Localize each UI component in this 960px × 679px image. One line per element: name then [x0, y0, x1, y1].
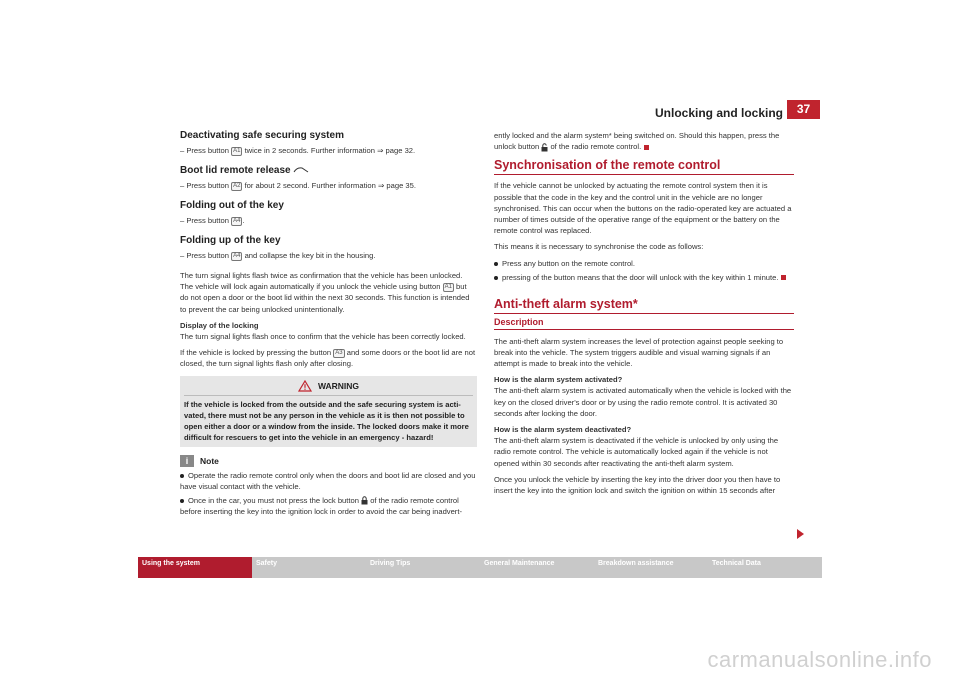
alarm-question: How is the alarm system deactivated? — [494, 425, 632, 435]
deactivate-step — [180, 145, 477, 156]
bullet-text: of the radio remote control before inserting the key into the ignition lock in order to avoid the car being inadvert- — [180, 495, 462, 516]
button-badge: A4 — [233, 252, 241, 259]
tab-safety[interactable]: Safety — [252, 557, 366, 578]
continue-arrow-icon — [797, 529, 804, 539]
display-heading: Display of the locking — [180, 320, 259, 330]
tab-general-maintenance[interactable]: General Maintenance — [480, 557, 594, 578]
fold-up-heading: Folding up of the key — [180, 235, 281, 246]
bullet-dot-icon — [494, 276, 498, 280]
step-text: – Press button — [180, 181, 229, 190]
page-header-title: Unlocking and locking — [654, 106, 783, 120]
footer-nav — [138, 557, 822, 578]
watermark: carmanualsonline.info — [707, 647, 932, 672]
step-text: – Press button — [180, 251, 229, 260]
tab-breakdown-assistance[interactable]: Breakdown assistance — [594, 557, 708, 578]
page-number: 37 — [787, 100, 820, 119]
alarm-answer: The anti-theft alarm system is deactivated if the vehicle is unlocked by only using the radio remote control. The vehicle is automatically locked again if the vehicle is not opened within 30 seconds after reactivating the anti-theft alarm system. — [494, 436, 779, 468]
bullet-dot-icon — [180, 499, 184, 503]
button-badge: A3 — [335, 349, 343, 356]
bullet-dot-icon — [180, 474, 184, 478]
step-text: – Press button — [180, 216, 229, 225]
note-bullet — [180, 495, 477, 517]
unlock-icon — [541, 143, 548, 152]
button-badge: A1 — [233, 147, 241, 154]
note-header — [180, 455, 477, 467]
alarm-subheading: Description — [494, 317, 794, 330]
step-text: – Press button — [180, 146, 229, 155]
sync-bullet — [494, 272, 794, 283]
sync-paragraph: This means it is necessary to synchronise the code as follows: — [494, 242, 704, 252]
warning-header — [184, 380, 473, 396]
sync-paragraph: If the vehicle cannot be unlocked by actuating the remote control system then it is possible that the code in the key and the control unit in the vehicle are no longer synchronised. This can occur when the buttons on the radio-operated key are actuated a number of times outside of the operative range of the equipment or the battery on the remote control was replaced. — [494, 181, 792, 236]
bullet-dot-icon — [494, 262, 498, 266]
alarm-question: How is the alarm system activated? — [494, 375, 623, 385]
step-text: twice in 2 seconds. Further information ⇒ page 32. — [244, 146, 416, 155]
para-text: but do not open a door or the boot lid within the next 30 seconds. This function is intended to prevent the car being unlocked unintentionally. — [180, 282, 470, 314]
note-bullet — [180, 470, 477, 492]
warning-box — [180, 376, 477, 447]
alarm-heading: Anti-theft alarm system* — [494, 297, 794, 314]
para-text: and some doors or the boot lid are not closed, the turn signal lights flash only after closing. — [180, 348, 476, 369]
bullet-text: Once in the car, you must not press the lock button — [188, 495, 359, 505]
display-section — [180, 320, 477, 342]
bullet-text: pressing of the button means that the door will unlock with the key within 1 minute. — [502, 272, 779, 282]
note-info-icon: i — [180, 455, 194, 467]
sync-bullet — [494, 258, 794, 269]
lock-icon — [361, 496, 368, 505]
sync-heading: Synchronisation of the remote control — [494, 158, 794, 175]
sync-section — [494, 158, 794, 282]
bullet-text: Press any button on the remote control. — [502, 258, 635, 268]
button-badge: A1 — [444, 283, 452, 290]
fold-up-step — [180, 250, 477, 261]
deactivate-heading: Deactivating safe securing system — [180, 130, 344, 141]
right-column — [494, 130, 794, 501]
bullet-text: Operate the radio remote control only when the doors and boot lid are closed and you have visual contact with the vehicle. — [180, 470, 476, 491]
tab-using-the-system[interactable]: Using the system — [138, 557, 252, 578]
alarm-answer: The anti-theft alarm system is activated automatically when the vehicle is locked with the key on the closed driver's door or by using the radio remote control. It is activated 30 seconds after locking the door. — [494, 386, 792, 418]
para-text: The turn signal lights flash once to confirm that the vehicle has been correctly locked. — [180, 332, 466, 342]
alarm-paragraph: Once you unlock the vehicle by inserting the key into the driver door you then have to insert the key into the ignition lock and switch the ignition on within 15 seconds after — [494, 474, 781, 496]
tab-technical-data[interactable]: Technical Data — [708, 557, 822, 578]
para-text: ently locked and the alarm system* being switched on. Should this happen, press the unlock button — [494, 131, 780, 152]
note-title: Note — [200, 455, 219, 466]
end-of-section-icon — [644, 145, 649, 150]
unlock-paragraph — [180, 270, 477, 315]
end-of-section-icon — [781, 275, 786, 280]
button-badge: A4 — [233, 217, 241, 224]
boot-step — [180, 180, 477, 191]
fold-out-step — [180, 215, 477, 226]
warning-title: WARNING — [317, 380, 360, 391]
step-text: and collapse the key bit in the housing. — [244, 251, 376, 260]
fold-out-heading: Folding out of the key — [180, 200, 284, 211]
alarm-qa — [494, 374, 794, 419]
boot-heading-text: Boot lid remote release — [180, 165, 291, 176]
car-boot-icon — [293, 166, 309, 174]
step-text: for about 2 second. Further information ⇒ page 35. — [244, 181, 416, 190]
lock-paragraph — [180, 347, 477, 369]
alarm-qa — [494, 424, 794, 469]
button-badge: A2 — [233, 182, 241, 189]
warning-triangle-icon — [298, 380, 312, 392]
alarm-section — [494, 297, 794, 497]
boot-heading — [180, 165, 477, 176]
step-text: . — [242, 216, 245, 225]
left-column — [180, 130, 477, 520]
warning-text: If the vehicle is locked from the outside and the safe securing system is acti-vated, there must not be any person in the vehicle as it is then not possible to open either a door or a window from the inside. The locked doors make it more difficult for rescuers to get into the vehicle in an emergency - hazard! — [184, 399, 469, 442]
para-text: If the vehicle is locked by pressing the button — [180, 348, 332, 358]
para-text: of the radio remote control. — [550, 142, 642, 152]
continued-paragraph — [494, 130, 794, 152]
tab-driving-tips[interactable]: Driving Tips — [366, 557, 480, 578]
para-text: The turn signal lights flash twice as confirmation that the vehicle has been unlocked. The vehicle will lock again automatically if you unlock the vehicle using button — [180, 271, 463, 292]
alarm-paragraph: The anti-theft alarm system increases the level of protection against people seeking to break into the vehicle. The system triggers audible and visual warning signals if an attempt is made to break into the vehicle. — [494, 336, 784, 369]
